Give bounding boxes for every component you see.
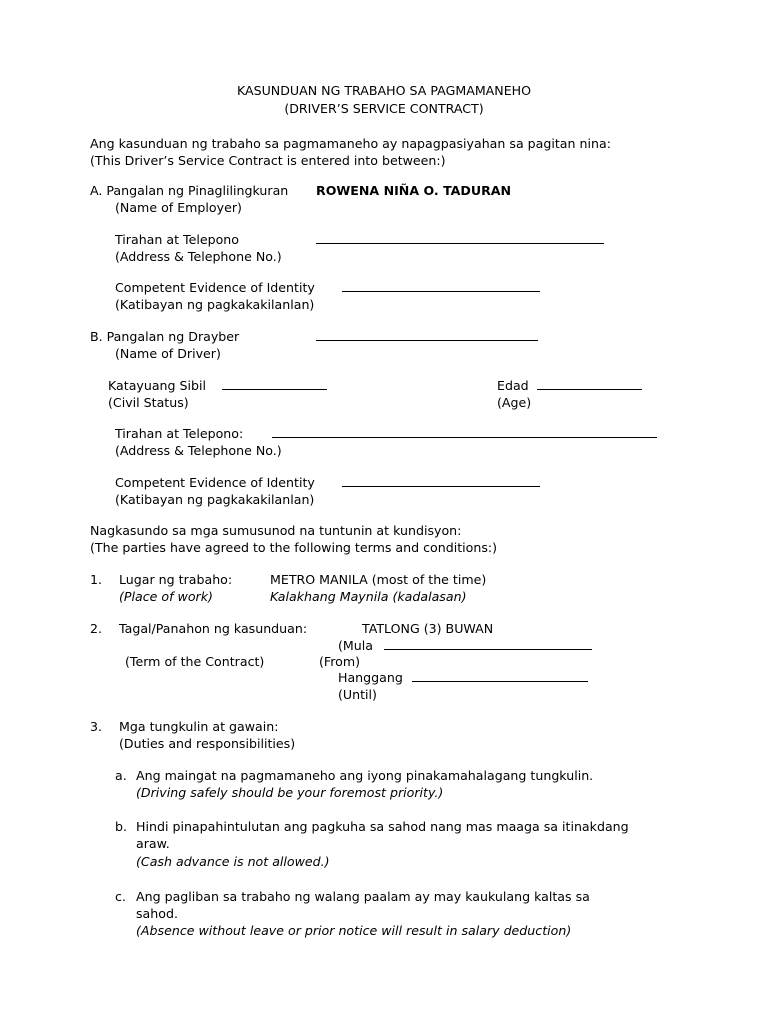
employer-address-blank[interactable]: [316, 231, 604, 244]
age-label: Edad: [497, 378, 529, 393]
item-1-value: METRO MANILA (most of the time): [270, 572, 487, 587]
terms-intro-en: (The parties have agreed to the following terms and conditions:): [90, 540, 498, 555]
employer-id-blank[interactable]: [342, 279, 540, 292]
driver-name-label-en: (Name of Driver): [115, 346, 221, 361]
duty-a-text: Ang maingat na pagmamaneho ang iyong pinakamahalagang tungkulin.: [136, 768, 594, 783]
employer-address-label-en: (Address & Telephone No.): [115, 249, 282, 264]
employer-address-label: Tirahan at Telepono: [115, 232, 239, 247]
duty-b-text-en: (Cash advance is not allowed.): [136, 854, 330, 869]
driver-id-label: Competent Evidence of Identity: [115, 475, 315, 490]
civil-status-label-en: (Civil Status): [108, 395, 189, 410]
document-title: KASUNDUAN NG TRABAHO SA PAGMAMANEHO: [236, 83, 532, 98]
duty-a-text-en: (Driving safely should be your foremost priority.): [136, 785, 444, 800]
duty-a-marker: a.: [115, 768, 127, 783]
item-1-label-en: (Place of work): [119, 589, 213, 604]
duty-b-marker: b.: [115, 819, 127, 834]
intro-line-en: (This Driver’s Service Contract is entered into between:): [90, 153, 446, 168]
item-3-label: Mga tungkulin at gawain:: [119, 719, 279, 734]
employer-id-label-tl: (Katibayan ng pagkakakilanlan): [115, 297, 315, 312]
driver-address-blank[interactable]: [272, 425, 657, 438]
duty-b-text-line2: araw.: [136, 836, 170, 851]
item-1-value-tl: Kalakhang Maynila (kadalasan): [270, 589, 467, 604]
item-1-label: Lugar ng trabaho:: [119, 572, 233, 587]
civil-status-label: Katayuang Sibil: [108, 378, 207, 393]
employer-id-label: Competent Evidence of Identity: [115, 280, 315, 295]
duty-c-text-line1: Ang pagliban sa trabaho ng walang paalam ay may kaukulang kaltas sa: [136, 889, 590, 904]
item-3-number: 3.: [90, 719, 103, 734]
driver-address-label-en: (Address & Telephone No.): [115, 443, 282, 458]
item-2-label: Tagal/Panahon ng kasunduan:: [119, 621, 308, 636]
driver-address-label: Tirahan at Telepono:: [115, 426, 244, 441]
term-from-label-en: (From): [319, 654, 361, 669]
item-2-label-en: (Term of the Contract): [125, 654, 265, 669]
driver-id-label-tl: (Katibayan ng pagkakakilanlan): [115, 492, 315, 507]
term-from-blank[interactable]: [384, 637, 592, 650]
item-2-value: TATLONG (3) BUWAN: [362, 621, 494, 636]
employer-name-label: A. Pangalan ng Pinaglilingkuran: [90, 183, 289, 198]
term-until-label: Hanggang: [338, 670, 403, 685]
term-until-label-en: (Until): [338, 687, 377, 702]
civil-status-blank[interactable]: [222, 377, 327, 390]
item-1-number: 1.: [90, 572, 103, 587]
item-2-number: 2.: [90, 621, 103, 636]
terms-intro-tl: Nagkasundo sa mga sumusunod na tuntunin at kundisyon:: [90, 523, 462, 538]
duty-c-marker: c.: [115, 889, 126, 904]
driver-name-blank[interactable]: [316, 328, 538, 341]
driver-name-label: B. Pangalan ng Drayber: [90, 329, 240, 344]
item-3-label-en: (Duties and responsibilities): [119, 736, 296, 751]
employer-name-value: ROWENA NIÑA O. TADURAN: [316, 183, 512, 198]
document-subtitle: (DRIVER’S SERVICE CONTRACT): [284, 101, 484, 116]
duty-c-text-line2: sahod.: [136, 906, 178, 921]
duty-b-text-line1: Hindi pinapahintulutan ang pagkuha sa sahod nang mas maaga sa itinakdang: [136, 819, 629, 834]
age-blank[interactable]: [537, 377, 642, 390]
term-from-label: (Mula: [338, 638, 373, 653]
age-label-en: (Age): [497, 395, 532, 410]
intro-line-tl: Ang kasunduan ng trabaho sa pagmamaneho ay napagpasiyahan sa pagitan nina:: [90, 136, 611, 151]
duty-c-text-en: (Absence without leave or prior notice will result in salary deduction): [136, 923, 572, 938]
term-until-blank[interactable]: [412, 669, 588, 682]
employer-name-label-en: (Name of Employer): [115, 200, 242, 215]
driver-id-blank[interactable]: [342, 474, 540, 487]
